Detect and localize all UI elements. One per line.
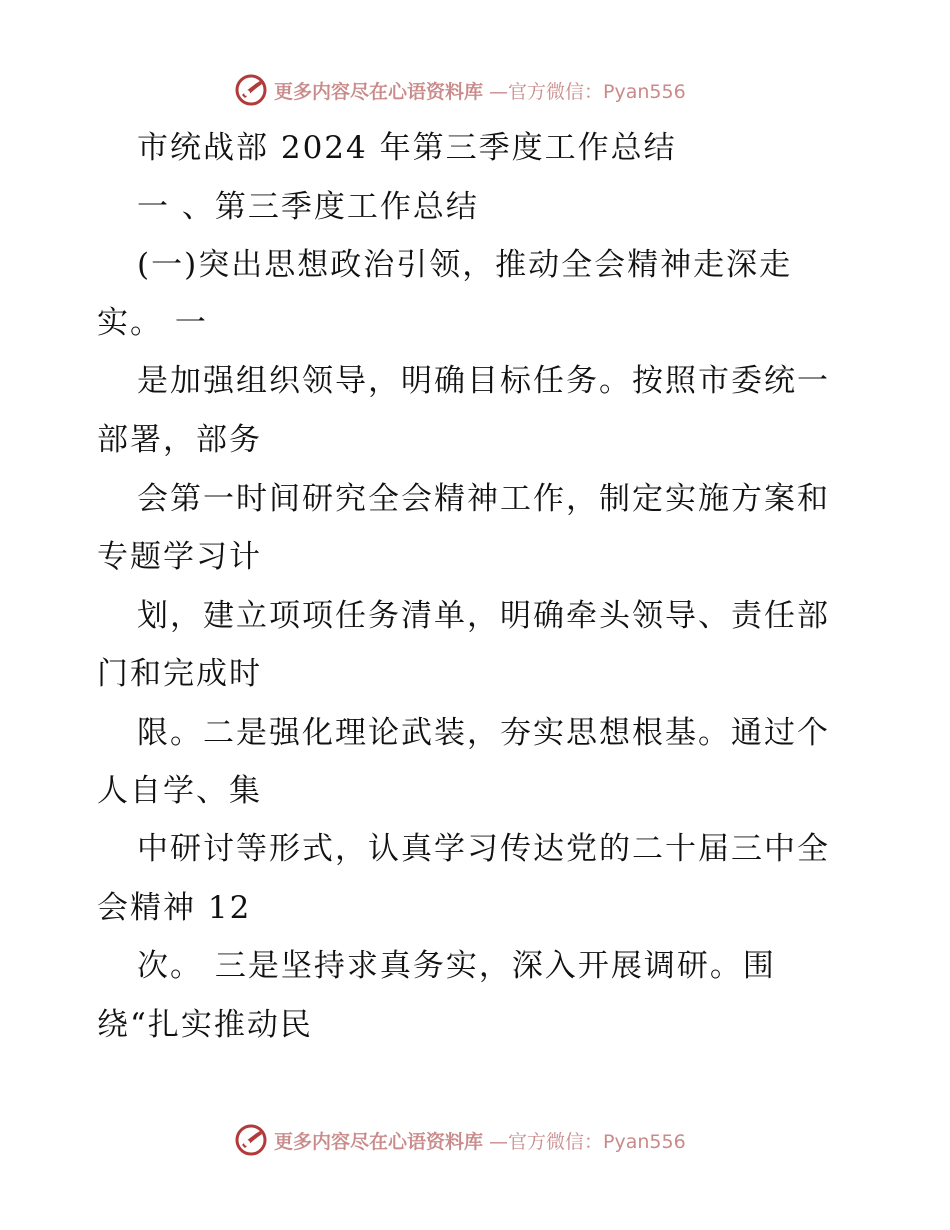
header-watermark — [234, 72, 686, 108]
text-line: 部署，部务 — [97, 422, 262, 458]
watermark-text: 更多内容尽在心语资料库 — [274, 1130, 484, 1153]
text-line: 会精神 12 — [97, 890, 252, 926]
text-line: 是加强组织领导，明确目标任务。按照市委统一 — [137, 363, 830, 399]
watermark-text: 更多内容尽在心语资料库 — [274, 80, 484, 103]
text-line: 专题学习计 — [97, 539, 262, 575]
subsection-heading: (一)突出思想政治引领，推动全会精神走深走 — [137, 247, 793, 283]
brush-logo-icon — [234, 1123, 268, 1157]
text-line: 限。二是强化理论武装，夯实思想根基。通过个 — [137, 715, 830, 751]
section-heading: 一 、第三季度工作总结 — [137, 189, 479, 225]
text-line: 会第一时间研究全会精神工作，制定实施方案和 — [137, 481, 830, 517]
footer-watermark — [234, 1122, 686, 1158]
text-line: 次。 三是坚持求真务实，深入开展调研。围 — [137, 948, 776, 984]
watermark-wechat: —官方微信：Pyan556 — [489, 1130, 686, 1153]
watermark-wechat: —官方微信：Pyan556 — [489, 80, 686, 103]
text-line: 人自学、集 — [97, 773, 262, 809]
text-line: 中研讨等形式，认真学习传达党的二十届三中全 — [137, 831, 830, 867]
text-line: 绕“扎实推动民 — [97, 1007, 313, 1043]
brush-logo-icon — [234, 73, 268, 107]
text-line: 划，建立项项任务清单，明确牵头领导、责任部 — [137, 598, 830, 634]
text-line: 实。 一 — [97, 305, 208, 341]
doc-title: 市统战部 2024 年第三季度工作总结 — [137, 130, 677, 166]
text-line: 门和完成时 — [97, 656, 262, 692]
